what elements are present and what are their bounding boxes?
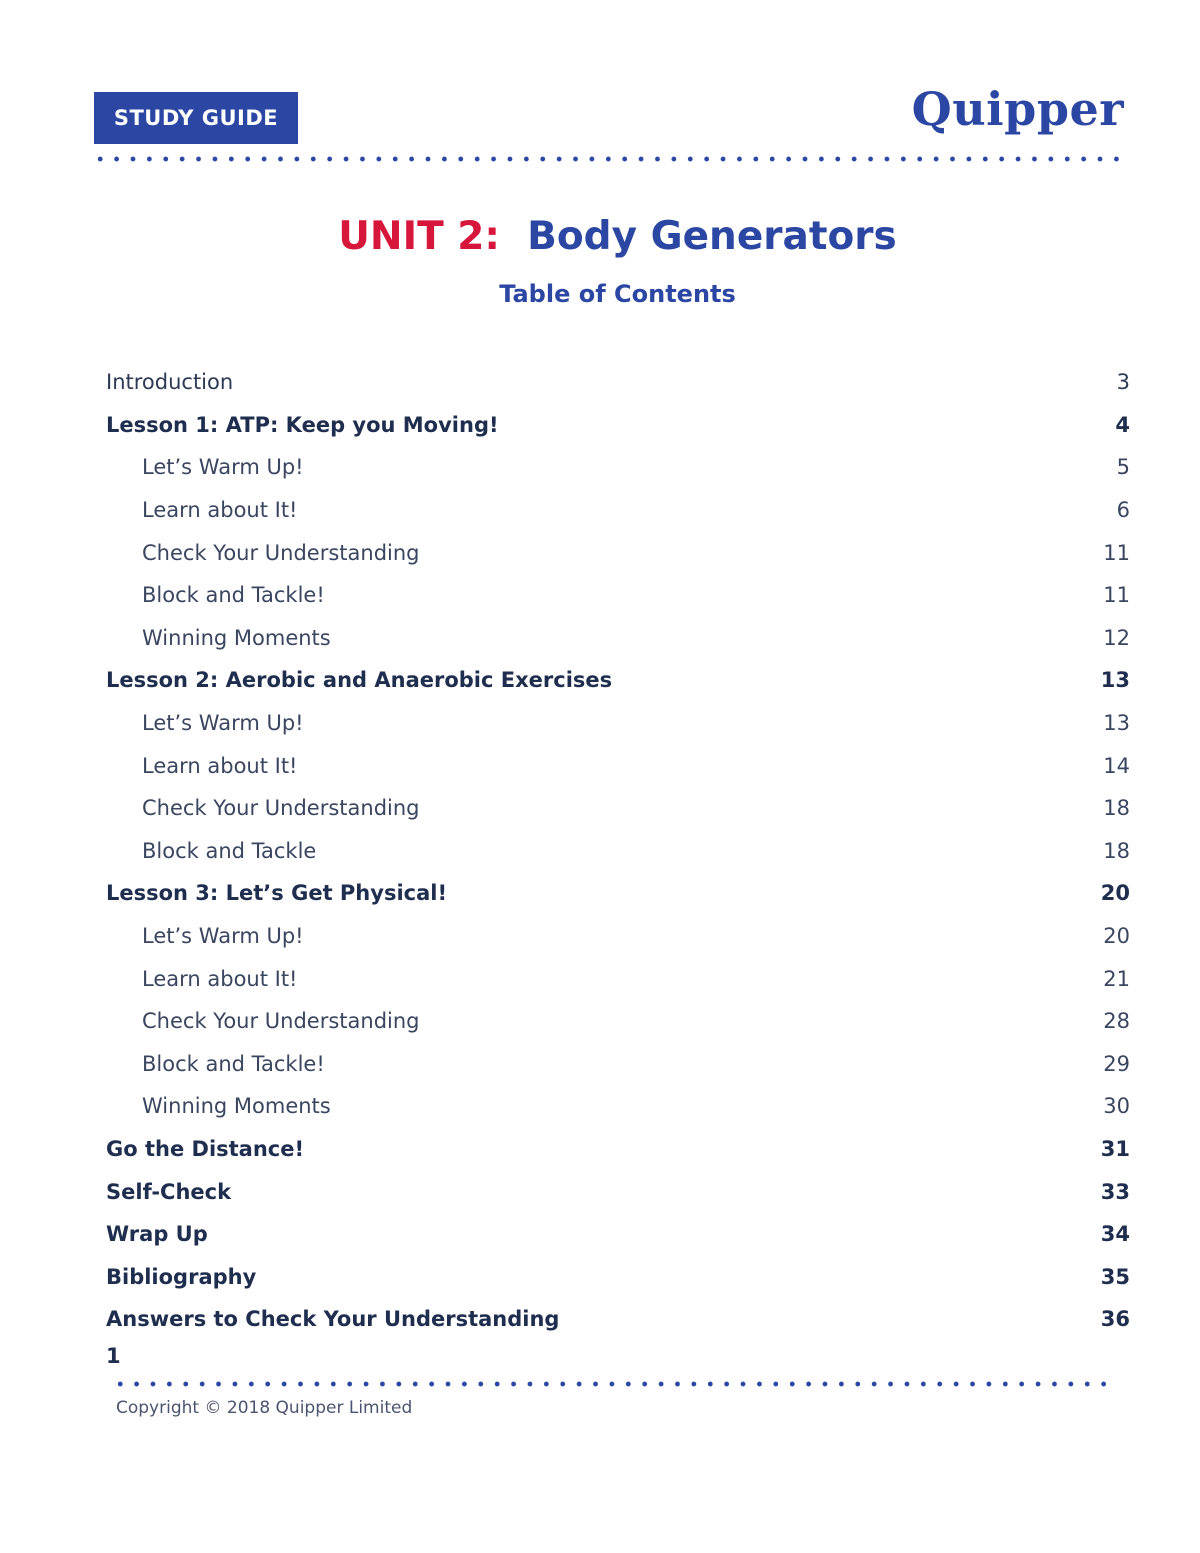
toc-entry-label: Lesson 2: Aerobic and Anaerobic Exercises bbox=[106, 668, 613, 693]
toc-entry-page: 35 bbox=[1100, 1264, 1130, 1289]
copyright-notice: Copyright © 2018 Quipper Limited bbox=[116, 1398, 413, 1418]
toc-entry-page: 11 bbox=[1103, 583, 1130, 608]
toc-entry[interactable] bbox=[106, 404, 1130, 447]
toc-entry-label: Check Your Understanding bbox=[142, 540, 420, 565]
toc-entry-label: Lesson 3: Let’s Get Physical! bbox=[106, 881, 448, 906]
toc-entry-page: 11 bbox=[1103, 540, 1130, 565]
toc-entry[interactable] bbox=[106, 531, 1130, 574]
toc-entry-label: Block and Tackle bbox=[142, 838, 317, 863]
toc-entry-page: 33 bbox=[1100, 1179, 1130, 1204]
study-guide-badge: STUDY GUIDE bbox=[94, 92, 298, 144]
toc-entry[interactable] bbox=[106, 574, 1130, 617]
toc-entry-label: Let’s Warm Up! bbox=[142, 924, 304, 949]
toc-entry[interactable] bbox=[106, 787, 1130, 830]
toc-entry-label: Learn about It! bbox=[142, 753, 298, 778]
toc-entry-page: 30 bbox=[1103, 1094, 1130, 1119]
toc-entry-page: 20 bbox=[1103, 924, 1130, 949]
toc-entry-label: Winning Moments bbox=[142, 1094, 331, 1119]
toc-entry-label: Answers to Check Your Understanding bbox=[106, 1307, 560, 1332]
toc-entry-label: Self-Check bbox=[106, 1179, 232, 1204]
toc-entry-label: Let’s Warm Up! bbox=[142, 455, 304, 480]
toc-entry-label: Learn about It! bbox=[142, 966, 298, 991]
toc-entry-page: 20 bbox=[1100, 881, 1130, 906]
unit-label: UNIT 2: bbox=[338, 214, 500, 259]
toc-entry[interactable] bbox=[106, 915, 1130, 958]
toc-entry-page: 21 bbox=[1103, 966, 1130, 991]
page-number: 1 bbox=[106, 1344, 121, 1368]
toc-entry-page: 18 bbox=[1103, 796, 1130, 821]
toc-entry-label: Check Your Understanding bbox=[142, 1009, 420, 1034]
toc-entry-label: Bibliography bbox=[106, 1264, 257, 1289]
toc-entry-page: 28 bbox=[1103, 1009, 1130, 1034]
toc-entry[interactable] bbox=[106, 1000, 1130, 1043]
toc-entry[interactable] bbox=[106, 1255, 1130, 1298]
quipper-logo: Quipper bbox=[911, 82, 1124, 136]
table-of-contents bbox=[106, 361, 1130, 1341]
page-title bbox=[0, 214, 1200, 259]
toc-entry[interactable] bbox=[106, 617, 1130, 660]
toc-entry[interactable] bbox=[106, 1298, 1130, 1341]
toc-entry-label: Block and Tackle! bbox=[142, 583, 325, 608]
toc-entry[interactable] bbox=[106, 1128, 1130, 1171]
toc-entry-page: 13 bbox=[1103, 711, 1130, 736]
toc-entry-label: Winning Moments bbox=[142, 625, 331, 650]
toc-entry[interactable] bbox=[106, 1043, 1130, 1086]
toc-entry[interactable] bbox=[106, 744, 1130, 787]
toc-entry-page: 4 bbox=[1115, 412, 1130, 437]
toc-entry[interactable] bbox=[106, 1213, 1130, 1256]
footer-divider bbox=[112, 1381, 1106, 1387]
toc-entry-label: Go the Distance! bbox=[106, 1136, 305, 1161]
toc-entry[interactable] bbox=[106, 446, 1130, 489]
toc-entry-page: 31 bbox=[1100, 1136, 1130, 1161]
toc-entry-label: Wrap Up bbox=[106, 1222, 208, 1247]
toc-entry[interactable] bbox=[106, 957, 1130, 1000]
toc-entry-page: 5 bbox=[1116, 455, 1130, 480]
toc-entry-page: 13 bbox=[1100, 668, 1130, 693]
toc-entry[interactable] bbox=[106, 1085, 1130, 1128]
toc-entry[interactable] bbox=[106, 872, 1130, 915]
toc-entry-label: Check Your Understanding bbox=[142, 796, 420, 821]
toc-entry-label: Block and Tackle! bbox=[142, 1051, 325, 1076]
toc-entry-label: Let’s Warm Up! bbox=[142, 711, 304, 736]
toc-entry[interactable] bbox=[106, 361, 1130, 404]
toc-entry-page: 3 bbox=[1116, 370, 1130, 395]
toc-heading: Table of Contents bbox=[499, 280, 736, 308]
unit-name: Body Generators bbox=[527, 214, 897, 259]
toc-entry-page: 34 bbox=[1100, 1222, 1130, 1247]
toc-entry[interactable] bbox=[106, 702, 1130, 745]
toc-entry-page: 36 bbox=[1100, 1307, 1130, 1332]
toc-entry-page: 14 bbox=[1103, 753, 1130, 778]
toc-entry[interactable] bbox=[106, 489, 1130, 532]
toc-entry-label: Introduction bbox=[106, 370, 234, 395]
toc-entry[interactable] bbox=[106, 659, 1130, 702]
toc-entry-label: Learn about It! bbox=[142, 498, 298, 523]
toc-entry-page: 12 bbox=[1103, 625, 1130, 650]
toc-entry-page: 18 bbox=[1103, 838, 1130, 863]
toc-entry-label: Lesson 1: ATP: Keep you Moving! bbox=[106, 412, 499, 437]
toc-entry-page: 29 bbox=[1103, 1051, 1130, 1076]
toc-entry[interactable] bbox=[106, 830, 1130, 873]
toc-entry[interactable] bbox=[106, 1170, 1130, 1213]
toc-entry-page: 6 bbox=[1116, 498, 1130, 523]
header-divider bbox=[92, 156, 1126, 162]
